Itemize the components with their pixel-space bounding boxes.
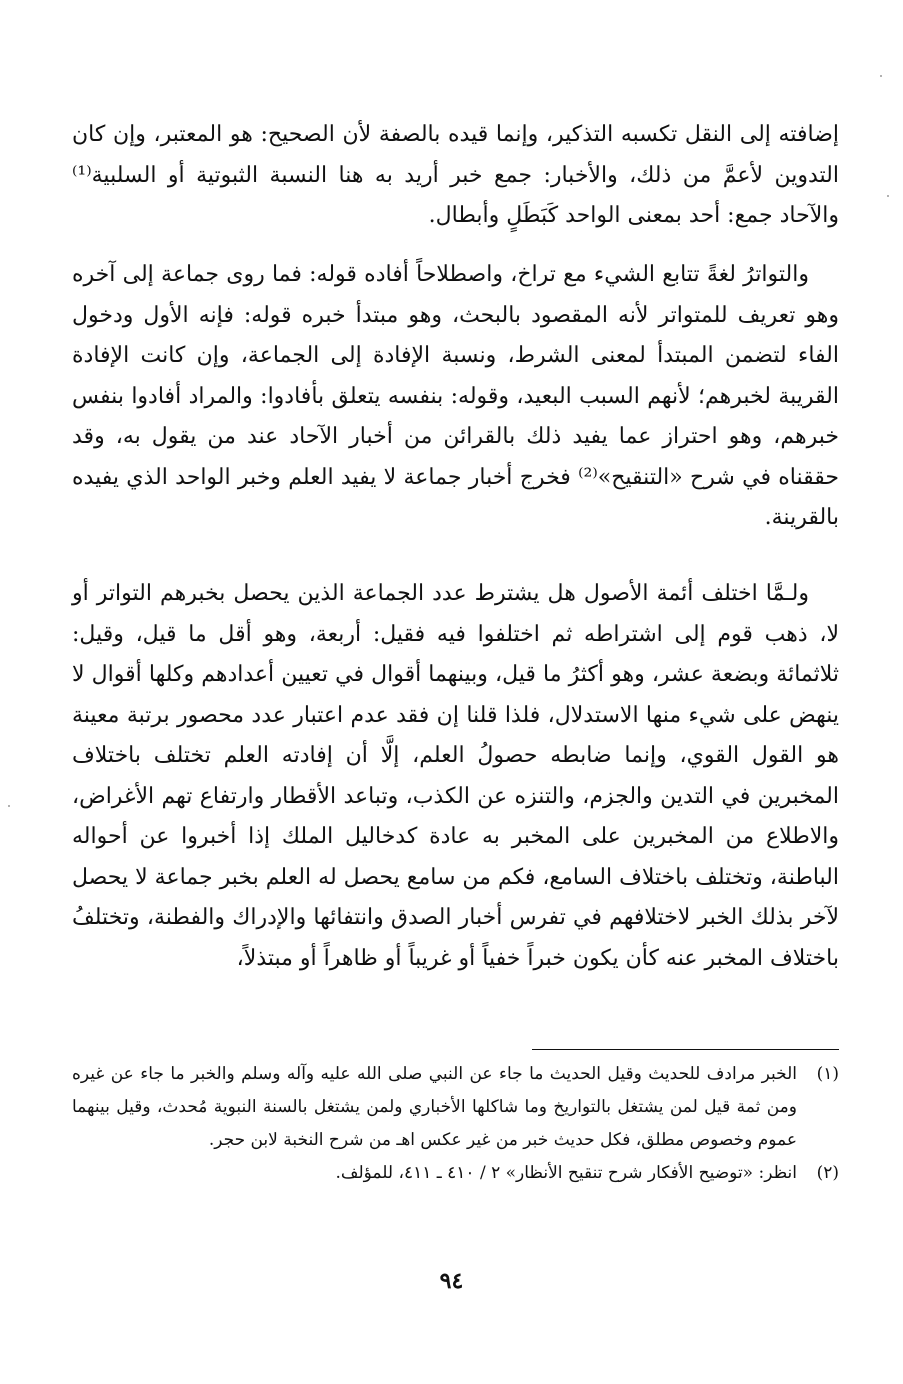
footnote-marker: (٢) [816,1163,839,1183]
footnote-2 [72,1157,839,1190]
footnote-separator [532,1049,839,1050]
paragraph-text: إضافته إلى النقل تكسبه التذكير، وإنما قيده بالصفة لأن الصحيح: هو المعتبر، وإن كان التدوين لأعمَّ من ذلك، والأخبار: جمع خبر أريد به هنا النسبة الثبوتية أو السلبية⁽¹⁾ والآحاد جمع: أحد بمعنى الواحد كَبَطَلٍ وأبطال. [72,122,839,228]
footnote-text: انظر: «توضيح الأفكار شرح تنقيح الأنظار» ٢ / ٤١٠ ـ ٤١١، للمؤلف. [335,1163,797,1183]
paragraph-text: ولـمَّا اختلف أئمة الأصول هل يشترط عدد الجماعة الذين يحصل بخبرهم التواتر أو لا، ذهب قوم إلى اشتراطه ثم اختلفوا فيه فقيل: أربعة، وهو أقل ما قيل، وقيل: ثلاثمائة وبضعة عشر، وهو أكثرُ ما قيل، وبينهما أقوال في تعيين أعدادهم وكلها أقوال لا ينهض على شيء منها الاستدلال، فلذا قلنا إن فقد عدم اعتبار عدد محصور برتبة معينة هو القول القوي، وإنما ضابطه حصولُ العلم، إلَّا أن إفادته العلم تختلف باختلاف المخبرين في التدين والجزم، والتنزه عن الكذب، وتباعد الأقطار وارتفاع تهم الأغراض، والاطلاع من المخبرين على المخبر به عادة كدخاليل الملك إذا أخبروا عن أحواله الباطنة، وتختلف باختلاف السامع، فكم من سامع يحصل له العلم بخبر جماعة لا يحصل لآخر بذلك الخبر لاختلافهم في تفرس أخبار الصدق وانتفائها والإدراك والفطنة، وتختلفُ باختلاف المخبر عنه كأن يكون خبراً خفياً أو غريباً أو ظاهراً أو مبتذلاً، [72,581,839,971]
scan-speck [887,195,889,197]
footnote-marker: (١) [816,1064,839,1084]
paragraph-text: والتواترُ لغةً تتابع الشيء مع تراخ، واصطلاحاً أفاده قوله: فما روى جماعة إلى آخره وهو تعريف للمتواتر لأنه المقصود بالبحث، وهو مبتدأ خبره قوله: فإنه الأول ودخول الفاء لتضمن المبتدأ لمعنى الشرط، ونسبة الإفادة إلى الجماعة، وإن كانت الإفادة القريبة لخبرهم؛ لأنهم السبب البعيد، وقوله: بنفسه يتعلق بأفادوا: والمراد أفادوا بنفس خبرهم، وهو احتراز عما يفيد ذلك بالقرائن من أخبار الآحاد عند من يقول به، وقد حققناه في شرح «التنقيح»⁽²⁾ فخرج أخبار جماعة لا يفيد العلم وخبر الواحد الذي يفيده بالقرينة. [72,262,840,530]
scan-speck [8,805,10,807]
footnote-text: الخبر مرادف للحديث وقيل الحديث ما جاء عن النبي صلى الله عليه وآله وسلم والخبر ما جاء عن غيره ومن ثمة قيل لمن يشتغل بالتواريخ وما شاكلها الأخباري ولمن يشتغل بالسنة النبوية مُحدث، وقيل بينهما عموم وخصوص مطلق، فكل حديث خبر من غير عكس اهـ من شرح النخبة لابن حجر. [72,1064,797,1150]
footnote-1 [72,1058,839,1157]
paragraph-2 [72,255,839,539]
page-number: ٩٤ [439,1268,464,1294]
footnotes [72,1058,839,1190]
scan-speck [880,75,882,77]
paragraph-1 [72,115,839,237]
paragraph-3 [72,574,839,979]
